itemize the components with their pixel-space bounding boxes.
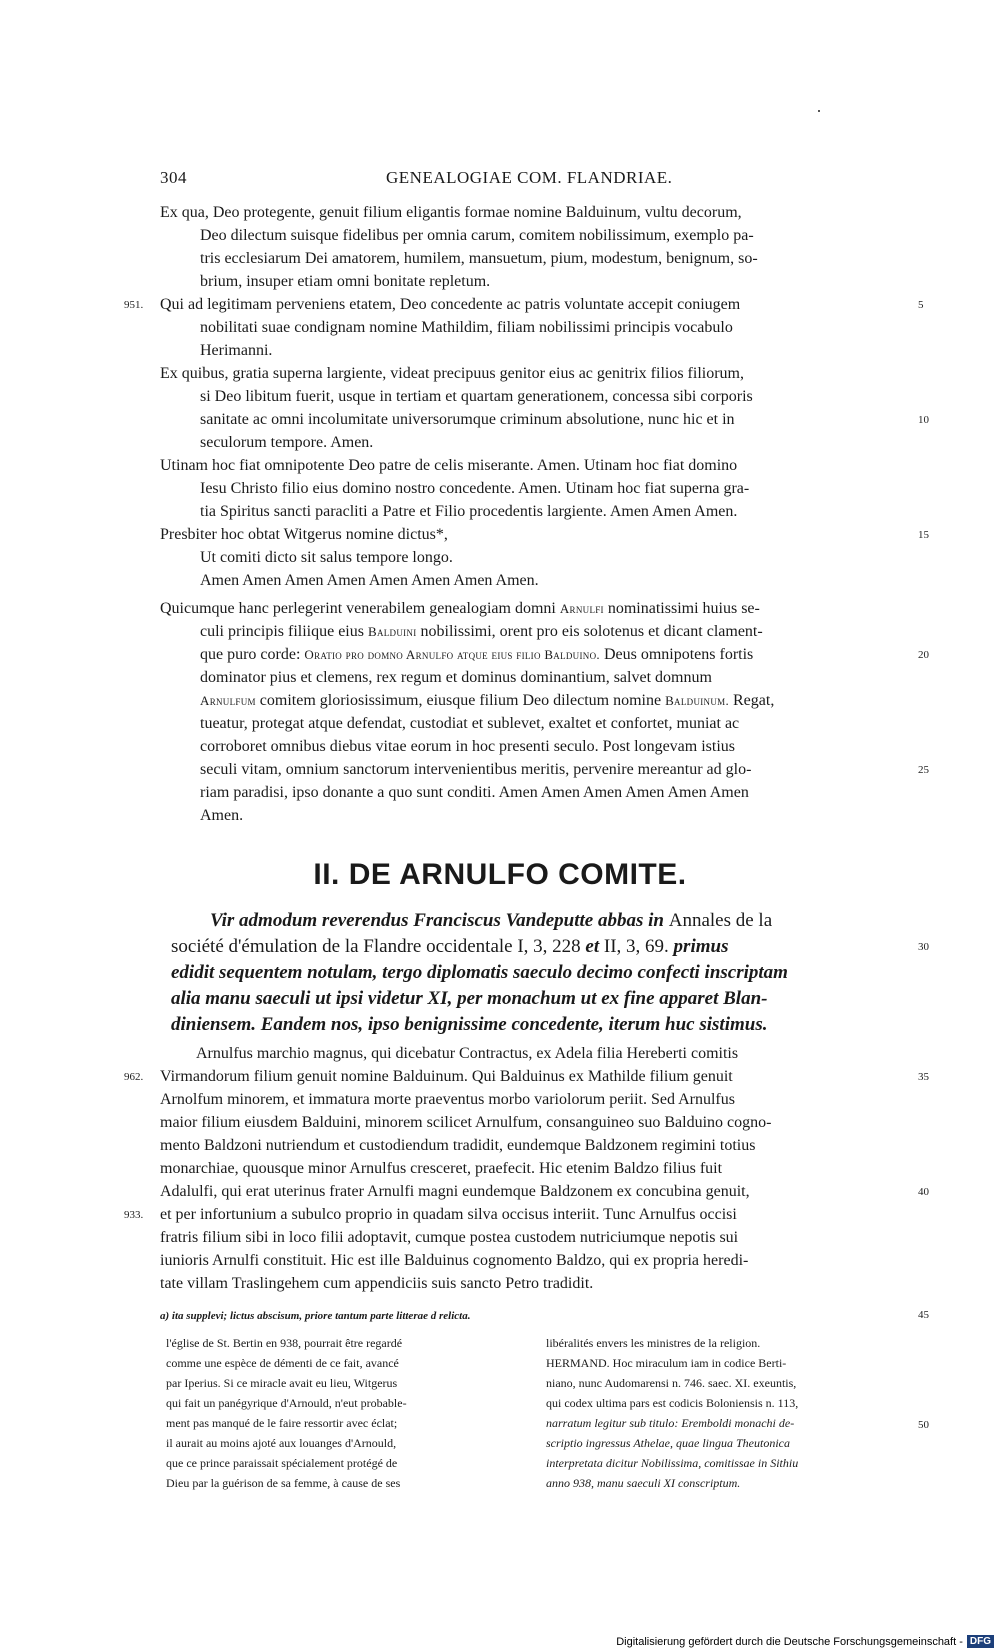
text-line: Arnulfus marchio magnus, qui dicebatur Contractus, ex Adela filia Hereberti comitis: [196, 1045, 739, 1062]
text-line: que puro corde: Oratio pro domno Arnulfo atque eius filio Balduino. Deus omnipotens fortis: [200, 646, 754, 663]
text-line: Deo dilectum suisque fidelibus per omnia carum, comitem nobilissimum, exemplo pa-: [200, 227, 754, 244]
text-line: Amen.: [200, 807, 244, 824]
line-number: 10: [918, 414, 929, 426]
footnote-line: ment pas manqué de le faire ressortir avec éclat;: [166, 1416, 398, 1430]
text-line: nobilitati suae condignam nomine Mathildim, filiam nobilissimi principis vocabulo: [200, 319, 733, 336]
text-line: Arnolfum minorem, et immatura morte praeventus morbo variolorum periit. Sed Arnulfus: [160, 1091, 735, 1108]
year-marker: 951.: [124, 299, 144, 311]
text-line: Ut comiti dicto sit salus tempore longo.: [200, 549, 453, 566]
intro-line: société d'émulation de la Flandre occidentale I, 3, 228 et II, 3, 69. primus: [171, 936, 729, 957]
page-number: 304: [160, 168, 187, 187]
text-line: Herimanni.: [200, 342, 273, 359]
footnote-line: libéralités envers les ministres de la religion.: [546, 1336, 761, 1350]
text-line: Presbiter hoc obtat Witgerus nomine dictus*,: [160, 526, 448, 543]
text-line: brium, insuper etiam omni bonitate repletum.: [200, 273, 491, 290]
line-number: 35: [918, 1071, 929, 1083]
line-number: 25: [918, 764, 929, 776]
text-line: dominator pius et clemens, rex regum et dominus dominantium, salvet domnum: [200, 669, 712, 686]
footnote-line: il aurait au moins ajoté aux louanges d'Arnould,: [166, 1436, 397, 1450]
text-line: iunioris Arnulfi constituit. Hic est ille Balduinus cognomento Baldzo, qui ex propria heredi-: [160, 1252, 749, 1269]
text-line: tia Spiritus sancti paracliti a Patre et Filio procedentis largiente. Amen Amen Amen.: [200, 503, 738, 520]
footnote-line: qui fait un panégyrique d'Arnould, n'eut probable-: [166, 1396, 407, 1410]
text-line: maior filium eiusdem Balduini, minorem scilicet Arnulfum, consanguineo suo Balduino cogno-: [160, 1114, 772, 1131]
footnote-line: interpretata dicitur Nobilissima, comitissae in Sithiu: [546, 1456, 799, 1470]
text-line: tris ecclesiarum Dei amatorem, humilem, mansuetum, pium, modestum, benignum, so-: [200, 250, 758, 267]
footnote-line: narratum legitur sub titulo: Eremboldi monachi de-: [546, 1416, 795, 1430]
footnote-line: anno 938, manu saeculi XI conscriptum.: [546, 1476, 741, 1490]
line-number: 45: [918, 1309, 929, 1321]
text-line: corroboret omnibus diebus vitae eorum in hoc presenti seculo. Post longevam istius: [200, 738, 736, 755]
intro-line: edidit sequentem notulam, tergo diplomatis saeculo decimo confecti inscriptam: [171, 962, 788, 983]
year-marker: 933.: [124, 1209, 144, 1221]
section-title: II. DE ARNULFO COMITE.: [313, 858, 687, 891]
text-line: Iesu Christo filio eius domino nostro concedente. Amen. Utinam hoc fiat superna gra-: [200, 480, 750, 497]
line-number: 5: [918, 299, 924, 311]
text-line: seculorum tempore. Amen.: [200, 434, 374, 451]
text-line: tate villam Traslingehem cum appendiciis suis sancto Petro tradidit.: [160, 1275, 594, 1292]
footnote-line: par Iperius. Si ce miracle avait eu lieu, Witgerus: [166, 1376, 398, 1390]
dfg-logo: DFG: [967, 1635, 994, 1648]
text-line: Ex quibus, gratia superna largiente, videat precipuus genitor eius ac genitrix filios filiorum,: [160, 365, 744, 382]
footnote-line: Dieu par la guérison de sa femme, à cause de ses: [166, 1476, 401, 1490]
year-marker: 962.: [124, 1071, 144, 1083]
text-line: riam paradisi, ipso donante a quo sunt conditi. Amen Amen Amen Amen Amen Amen: [200, 784, 749, 801]
running-title: GENEALOGIAE COM. FLANDRIAE.: [386, 168, 673, 187]
footnote-a: a) ita supplevi; lictus abscisum, priore tantum parte litterae d relicta.: [160, 1310, 471, 1322]
text-line: Arnulfum comitem gloriosissimum, eiusque filium Deo dilectum nomine Balduinum. Regat,: [200, 692, 775, 709]
line-number: 30: [918, 941, 929, 953]
text-line: fratris filium sibi in loco filii adoptavit, cumque postea custodem nutriciumque nepotis sui: [160, 1229, 739, 1246]
line-number: 20: [918, 649, 929, 661]
text-line: Utinam hoc fiat omnipotente Deo patre de celis miserante. Amen. Utinam hoc fiat domino: [160, 457, 738, 474]
text-line: monarchiae, quousque minor Arnulfus cresceret, praefecit. Hic etenim Baldzo filius fuit: [160, 1160, 723, 1177]
footnote-line: que ce prince paraissait spécialement protégé de: [166, 1456, 398, 1470]
text-line: seculi vitam, omnium sanctorum intervenientibus meritis, pervenire mereantur ad glo-: [200, 761, 752, 778]
text-line: et per infortunium a subulco proprio in quadam silva occisus interiit. Tunc Arnulfus occisi: [160, 1206, 737, 1223]
intro-line: alia manu saeculi ut ipsi videtur XI, per monachum ut ex fine apparet Blan-: [171, 988, 768, 1009]
text-line: culi principis filiique eius Balduini nobilissimi, orent pro eis solotenus et dicant clament-: [200, 623, 763, 640]
intro-line: diniensem. Eandem nos, ipso benignissime concedente, iterum huc sistimus.: [171, 1014, 768, 1035]
scan-speck: [818, 110, 820, 112]
text-line: Adalulfi, qui erat uterinus frater Arnulfi magni eundemque Baldzonem ex concubina genuit,: [160, 1183, 750, 1200]
footnote-line: HERMAND. Hoc miraculum iam in codice Berti-: [546, 1356, 787, 1370]
text-line: si Deo libitum fuerit, usque in tertiam et quartam generationem, concessa sibi corporis: [200, 388, 753, 405]
text-line: mento Baldzoni nutriendum et custodiendum tradidit, eundemque Baldzonem regimini totius: [160, 1137, 756, 1154]
footnote-line: comme une espèce de démenti de ce fait, avancé: [166, 1356, 399, 1370]
text-line: Amen Amen Amen Amen Amen Amen Amen Amen.: [200, 572, 539, 589]
footnote-line: l'église de St. Bertin en 938, pourrait être regardé: [166, 1336, 403, 1350]
footnote-line: scriptio ingressus Athelae, quae lingua Theutonica: [546, 1436, 790, 1450]
footnote-line: qui codex ultima pars est codicis Boloniensis n. 113,: [546, 1396, 799, 1410]
line-number: 15: [918, 529, 929, 541]
digitization-credit: Digitalisierung gefördert durch die Deutsche Forschungsgemeinschaft - DFG: [616, 1635, 994, 1648]
text-line: Quicumque hanc perlegerint venerabilem genealogiam domni Arnulfi nominatissimi huius se-: [160, 600, 760, 617]
line-number: 50: [918, 1419, 929, 1431]
text-line: Ex qua, Deo protegente, genuit filium eligantis formae nomine Balduinum, vultu decorum,: [160, 204, 742, 221]
text-line: Qui ad legitimam perveniens etatem, Deo concedente ac patris voluntate accepit coniugem: [160, 296, 741, 313]
line-number: 40: [918, 1186, 929, 1198]
text-line: tueatur, protegat atque defendat, custodiat et sublevet, exaltet et confortet, muniat ac: [200, 715, 740, 732]
text-line: sanitate ac omni incolumitate universorumque criminum absolutione, nunc hic et in: [200, 411, 735, 428]
footnote-line: niano, nunc Audomarensi n. 746. saec. XI. exeuntis,: [546, 1376, 797, 1390]
text-line: Virmandorum filium genuit nomine Balduinum. Qui Balduinus ex Mathilde filium genuit: [160, 1068, 733, 1085]
intro-line: Vir admodum reverendus Franciscus Vandeputte abbas in Annales de la: [210, 910, 773, 931]
